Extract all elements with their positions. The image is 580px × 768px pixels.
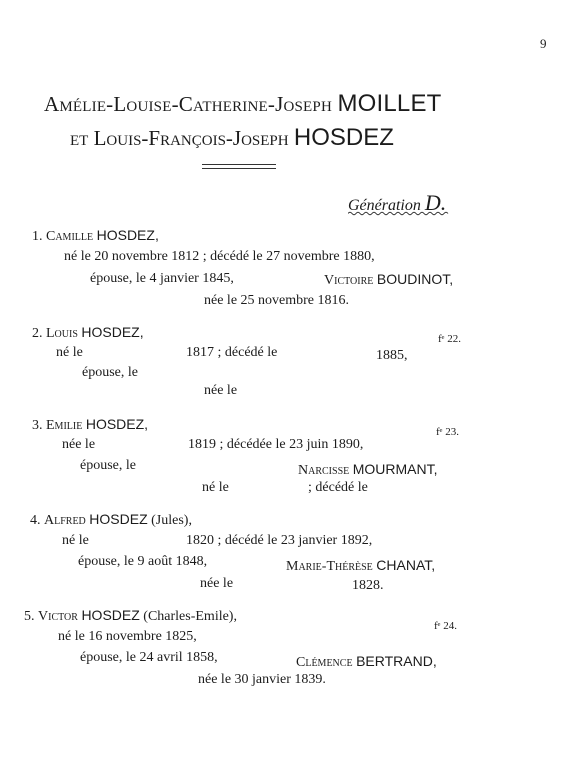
entry-extra-names: (Charles-Emile),: [143, 609, 237, 624]
title-husband-given-names: et Louis-François-Joseph: [70, 126, 289, 150]
title-line-2: [70, 124, 394, 152]
entry-given-name: Louis: [46, 326, 78, 341]
entry-5-spouse: [296, 653, 437, 671]
generation-underline: [348, 211, 450, 216]
entry-2-death-year: 1885,: [376, 348, 408, 363]
entry-given-name: Camille: [46, 229, 94, 244]
entry-surname: HOSDEZ: [81, 607, 140, 623]
entry-4-spouse-birth-year: 1828.: [352, 578, 384, 593]
page-number: 9: [540, 36, 547, 51]
entry-surname: HOSDEZ,: [81, 324, 144, 340]
spouse-surname: BERTRAND,: [356, 653, 437, 669]
entry-5-marriage: épouse, le 24 avril 1858,: [80, 650, 218, 665]
entry-surname: HOSDEZ: [89, 511, 148, 527]
spouse-surname: BOUDINOT,: [376, 271, 454, 287]
entry-1-header: [32, 227, 159, 245]
spouse-given-name: Narcisse: [298, 463, 350, 478]
entry-number: 3.: [32, 418, 43, 433]
entry-3-birth-label: née le: [62, 437, 96, 452]
title-wife-surname: MOILLET: [337, 90, 442, 117]
entry-2-birth-death: 1817 ; décédé le: [186, 345, 278, 360]
entry-1-spouse-birth: née le 25 novembre 1816.: [204, 293, 350, 308]
title-husband-surname: HOSDEZ: [293, 124, 394, 151]
entry-number: 2.: [32, 326, 43, 341]
entry-1-marriage: épouse, le 4 janvier 1845,: [90, 271, 234, 286]
entry-4-marriage: épouse, le 9 août 1848,: [78, 554, 208, 569]
entry-number: 4.: [30, 513, 41, 528]
entry-5-spouse-birth: née le 30 janvier 1839.: [198, 672, 326, 687]
entry-number: 5.: [24, 609, 35, 624]
spouse-given-name: Victoire: [324, 273, 374, 288]
spouse-given-name: Clémence: [296, 655, 353, 670]
entry-4-spouse: [286, 557, 435, 575]
title-rule-bottom: [202, 168, 276, 169]
entry-2-header: [32, 324, 144, 342]
entry-3-marriage: épouse, le: [80, 458, 136, 473]
entry-3-folio-ref: fᵉ 23.: [436, 426, 459, 438]
entry-given-name: Victor: [38, 609, 78, 624]
entry-2-folio-ref: fᵉ 22.: [438, 333, 461, 345]
entry-given-name: Alfred: [44, 513, 86, 528]
entry-3-birth-death: 1819 ; décédée le 23 juin 1890,: [188, 437, 364, 452]
title-wife-given-names: Amélie-Louise-Catherine-Joseph: [44, 92, 332, 116]
entry-5-folio-ref: fᵉ 24.: [434, 620, 457, 632]
entry-surname: HOSDEZ,: [85, 416, 149, 432]
entry-extra-names: (Jules),: [151, 513, 192, 528]
entry-4-header: [30, 511, 192, 529]
spouse-surname: MOURMANT,: [352, 461, 438, 477]
title-rule-top: [202, 164, 276, 165]
entry-4-spouse-birth: née le: [200, 576, 234, 591]
entry-surname: HOSDEZ,: [96, 227, 159, 243]
entry-4-birth-death: 1820 ; décédé le 23 janvier 1892,: [186, 533, 373, 548]
title-line-1: [44, 90, 442, 118]
entry-2-birth-label: né le: [56, 345, 83, 360]
entry-4-birth-label: né le: [62, 533, 89, 548]
entry-given-name: Emilie: [46, 418, 83, 433]
entry-2-marriage: épouse, le: [82, 365, 138, 380]
entry-number: 1.: [32, 229, 43, 244]
spouse-given-name: Marie-Thérèse: [286, 559, 373, 574]
entry-3-spouse-death: ; décédé le: [308, 480, 368, 495]
entry-1-spouse: [324, 271, 453, 289]
entry-3-spouse-birth: né le: [202, 480, 229, 495]
entry-1-birth-death: né le 20 novembre 1812 ; décédé le 27 novembre 1880,: [64, 249, 375, 264]
entry-3-header: [32, 416, 148, 434]
spouse-surname: CHANAT,: [376, 557, 436, 573]
generation-label: Génération: [348, 197, 421, 214]
entry-5-header: [24, 607, 237, 625]
generation-letter: D.: [424, 190, 447, 215]
entry-3-spouse: [298, 461, 438, 479]
entry-2-spouse-birth: née le: [204, 383, 238, 398]
entry-5-birth-death: né le 16 novembre 1825,: [58, 629, 197, 644]
